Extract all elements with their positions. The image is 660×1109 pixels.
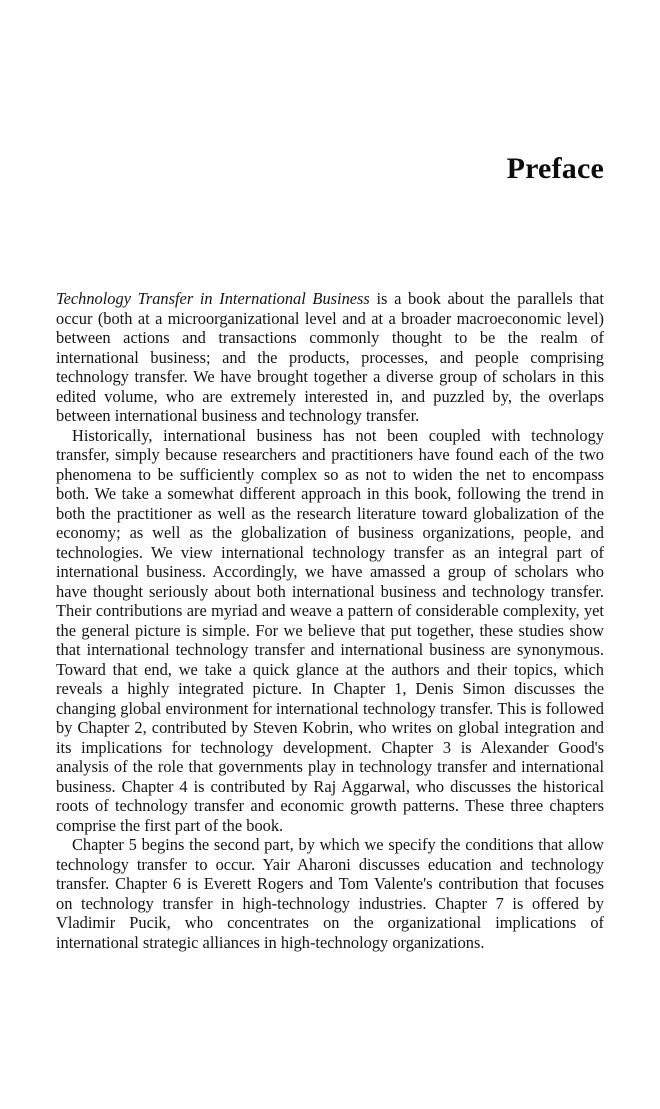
paragraph-2: Historically, international business has not been coupled with technology transfer, simply because researchers and practitioners have found each of the two phenomena to be sufficiently complex so as not to widen the net to encompass both. We take a somewhat different approach in this book, following the trend in both the practitioner as well as the research literature toward globalization of the economy; as well as the globalization of business organizations, people, and technologies. We view international technology transfer as an integral part of international business. Accordingly, we have amassed a group of scholars who have thought seriously about both international business and technology transfer. Their contributions are myriad and weave a pattern of considerable complexity, yet the general picture is simple. For we believe that put together, these studies show that international technology transfer and international business are synonymous. Toward that end, we take a quick glance at the authors and their topics, which reveals a highly integrated picture. In Chapter 1, Denis Simon discusses the changing global environment for international technology transfer. This is followed by Chapter 2, contributed by Steven Kobrin, who writes on global integration and its implications for technology development. Chapter 3 is Alexander Good's analysis of the role that governments play in technology transfer and international business. Chapter 4 is contributed by Raj Aggarwal, who discusses the historical roots of technology transfer and economic growth patterns. These three chapters comprise the first part of the book. — [56, 425, 604, 835]
paragraph-1 — [56, 289, 604, 426]
book-title-italic: Technology Transfer in International Business — [56, 289, 370, 308]
page-title: Preface — [506, 152, 604, 185]
body-text-block — [56, 289, 604, 952]
paragraph-1-text: is a book about the parallels that occur (both at a microorganizational level and at a broader macroeconomic level) between actions and transactions commonly thought to be the realm of international business; and the products, processes, and people comprising technology transfer. We have brought together a diverse group of scholars in this edited volume, who are extremely interested in, and puzzled by, the overlaps between international business and technology transfer. — [56, 289, 604, 425]
paragraph-3: Chapter 5 begins the second part, by which we specify the conditions that allow technology transfer to occur. Yair Aharoni discusses education and technology transfer. Chapter 6 is Everett Rogers and Tom Valente's contribution that focuses on technology transfer in high-technology industries. Chapter 7 is offered by Vladimir Pucik, who concentrates on the organizational implications of international strategic alliances in high-technology organizations. — [56, 835, 604, 952]
